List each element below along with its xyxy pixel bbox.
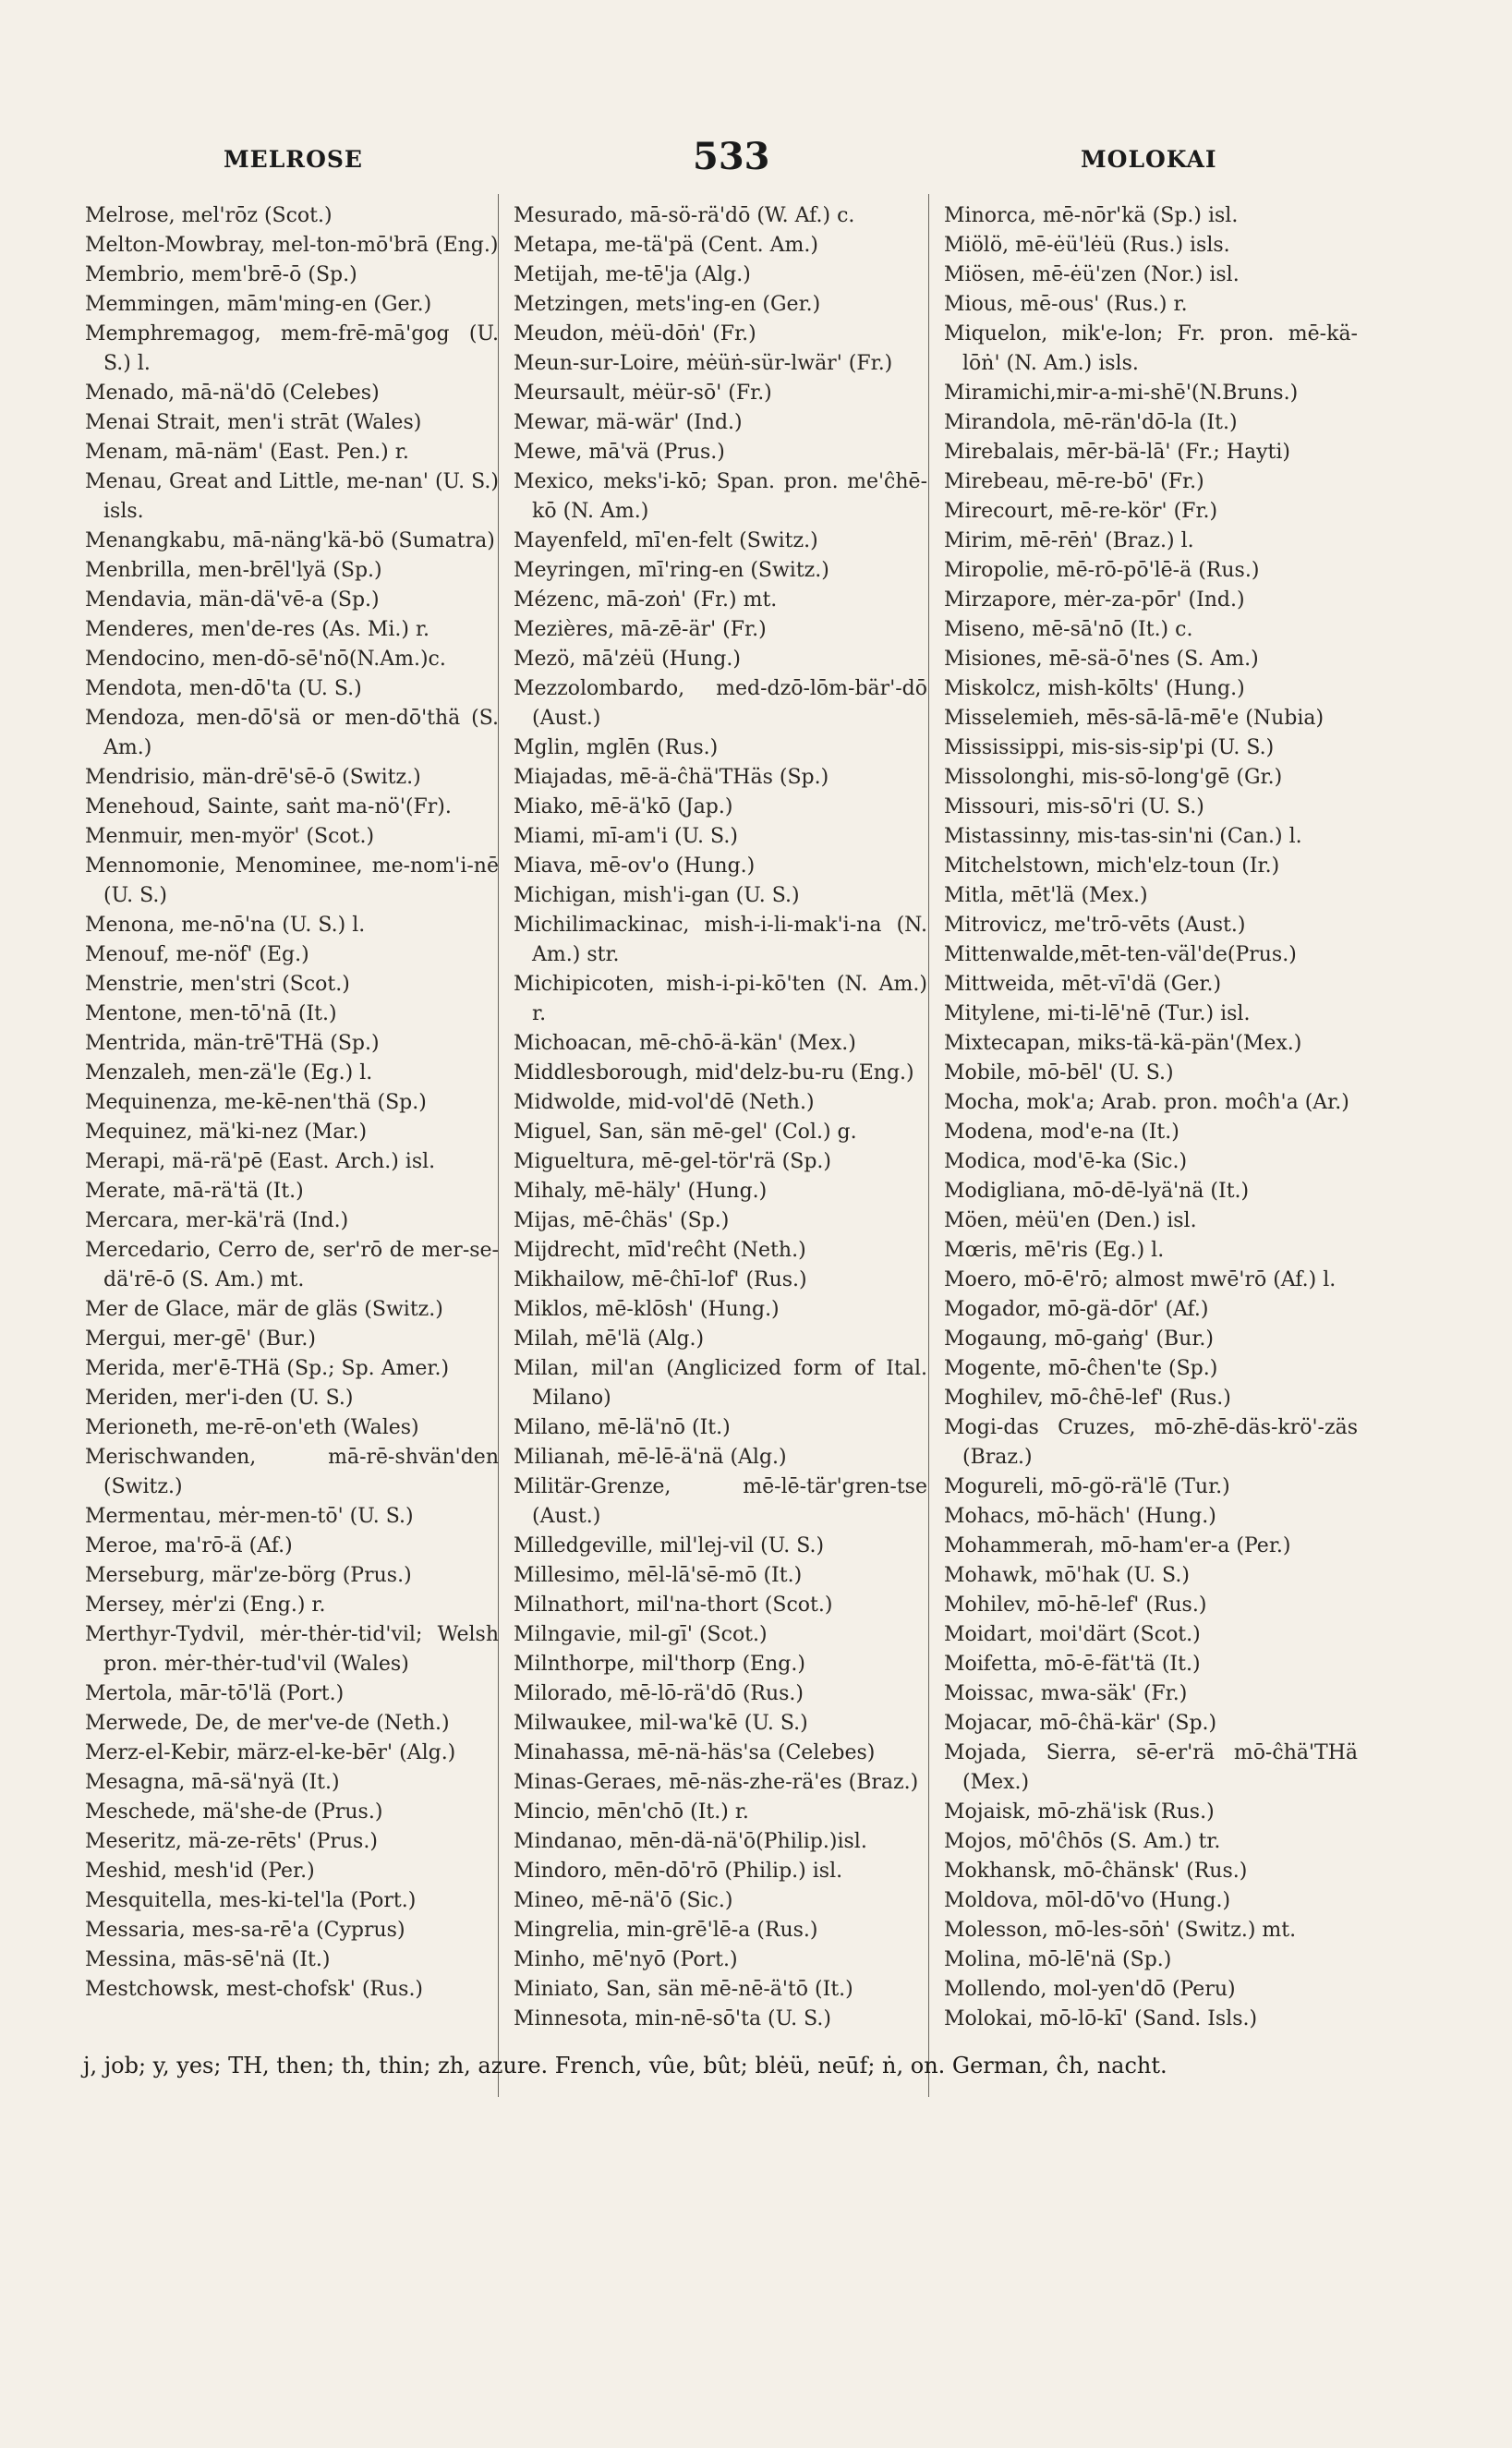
gazetteer-entry: Mincio, mēn'chō (It.) r. [514, 1800, 749, 1824]
gazetteer-entry: Mious, mē-ous' (Rus.) r. [944, 293, 1188, 316]
gazetteer-entry: Modigliana, mō-dē-lyä'nä (It.) [944, 1180, 1250, 1203]
gazetteer-entry: Merthyr-Tydvil, mėr-thėr-tid'vil; Welsh pron. mėr-thėr-tud'vil (Wales) [85, 1623, 499, 1676]
gazetteer-entry: Menangkabu, mā-näng'kä-bö (Sumatra) [85, 529, 495, 552]
gazetteer-entry: Mezzolombardo, med-dzō-lōm-bär'-dō (Aust.) [514, 677, 927, 730]
gazetteer-entry: Moifetta, mō-ē-fät'tä (It.) [944, 1653, 1201, 1676]
gazetteer-entry: Menona, me-nō'na (U. S.) l. [85, 914, 366, 937]
gazetteer-entry: Modica, mod'ē-ka (Sic.) [944, 1150, 1188, 1173]
gazetteer-entry: Mewar, mä-wär' (Ind.) [514, 411, 743, 434]
gazetteer-entry: Merate, mā-rä'tä (It.) [85, 1180, 304, 1203]
gazetteer-entry: Moidart, moi'därt (Scot.) [944, 1623, 1201, 1646]
gazetteer-entry: Mikhailow, mē-ĉhī-lof' (Rus.) [514, 1268, 807, 1291]
gazetteer-entry: Mittenwalde,mēt-ten-väl'de(Prus.) [944, 943, 1297, 966]
gazetteer-entry: Minas-Geraes, mē-näs-zhe-rä'es (Braz.) [514, 1771, 919, 1794]
gazetteer-entry: Milngavie, mil-gī' (Scot.) [514, 1623, 768, 1646]
gazetteer-entry: Mendocino, men-dō-sē'nō(N.Am.)c. [85, 648, 446, 671]
gazetteer-entry: Mississippi, mis-sis-sip'pi (U. S.) [944, 736, 1275, 759]
gazetteer-entry: Mezö, mā'zėü (Hung.) [514, 648, 741, 671]
gazetteer-entry: Miskolcz, mish-kōlts' (Hung.) [944, 677, 1245, 700]
gazetteer-entry: Milledgeville, mil'lej-vil (U. S.) [514, 1534, 825, 1557]
gazetteer-entry: Menbrilla, men-brēl'lyä (Sp.) [85, 559, 382, 582]
gazetteer-entry: Mestchowsk, mest-chofsk' (Rus.) [85, 1978, 424, 2001]
gazetteer-entry: Mogureli, mō-gö-rä'lē (Tur.) [944, 1475, 1230, 1498]
gazetteer-entry: Mirzapore, mėr-za-pōr' (Ind.) [944, 588, 1245, 612]
gazetteer-entry: Mijas, mē-ĉhäs' (Sp.) [514, 1209, 730, 1232]
gazetteer-entry: Möen, mėü'en (Den.) isl. [944, 1209, 1197, 1232]
gazetteer-entry: Miquelon, mik'e-lon; Fr. pron. mē-kä-lōṅ' (N. Am.) isls. [944, 322, 1358, 375]
gazetteer-entry: Miami, mī-am'i (U. S.) [514, 825, 738, 848]
gazetteer-entry: Mglin, mglēn (Rus.) [514, 736, 719, 759]
gazetteer-entry: Meroe, ma'rō-ä (Af.) [85, 1534, 293, 1557]
gazetteer-entry: Mezières, mā-zē-är' (Fr.) [514, 618, 767, 641]
gazetteer-entry: Michilimackinac, mish-i-li-mak'i-na (N. Am.) str. [514, 914, 927, 966]
gazetteer-entry: Mohammerah, mō-ham'er-a (Per.) [944, 1534, 1291, 1557]
gazetteer-entry: Memphremagog, mem-frē-mā'gog (U. S.) l. [85, 322, 499, 375]
gazetteer-entry: Mocha, mok'a; Arab. pron. moĉh'a (Ar.) [944, 1091, 1349, 1114]
gazetteer-entry: Militär-Grenze, mē-lē-tär'gren-tse (Aust.) [514, 1475, 927, 1528]
gazetteer-entry: Mogaung, mō-gaṅg' (Bur.) [944, 1327, 1215, 1351]
gazetteer-entry: Mercara, mer-kä'rä (Ind.) [85, 1209, 349, 1232]
gazetteer-entry: Menouf, me-nöf' (Eg.) [85, 943, 309, 966]
gazetteer-entry: Moghilev, mō-ĉhē-lef' (Rus.) [944, 1387, 1231, 1410]
gazetteer-column-1 [85, 201, 499, 2005]
gazetteer-entry: Memmingen, mām'ming-en (Ger.) [85, 293, 432, 316]
gazetteer-entry: Michipicoten, mish-i-pi-kō'ten (N. Am.) r. [514, 973, 927, 1025]
gazetteer-entry: Melton-Mowbray, mel-ton-mō'brā (Eng.) [85, 234, 499, 257]
gazetteer-entry: Miropolie, mē-rō-pō'lē-ä (Rus.) [944, 559, 1260, 582]
gazetteer-entry: Mitla, mēt'lä (Mex.) [944, 884, 1148, 907]
gazetteer-entry: Molina, mō-lē'nä (Sp.) [944, 1948, 1172, 1971]
gazetteer-entry: Milianah, mē-lē-ä'nä (Alg.) [514, 1446, 787, 1469]
gazetteer-entry: Migueltura, mē-gel-tör'rä (Sp.) [514, 1150, 831, 1173]
gazetteer-entry: Menehoud, Sainte, saṅt ma-nö'(Fr). [85, 795, 452, 818]
gazetteer-entry: Michoacan, mē-chō-ä-kän' (Mex.) [514, 1032, 856, 1055]
gazetteer-entry: Meschede, mä'she-de (Prus.) [85, 1800, 383, 1824]
gazetteer-entry: Mindoro, mēn-dō'rō (Philip.) isl. [514, 1860, 843, 1883]
gazetteer-entry: Menderes, men'de-res (As. Mi.) r. [85, 618, 430, 641]
gazetteer-entry: Michigan, mish'i-gan (U. S.) [514, 884, 800, 907]
gazetteer-entry: Mendota, men-dō'ta (U. S.) [85, 677, 362, 700]
gazetteer-entry: Mindanao, mēn-dä-nä'ō(Philip.)isl. [514, 1830, 867, 1853]
gazetteer-entry: Mersey, mėr'zi (Eng.) r. [85, 1594, 326, 1617]
gazetteer-entry: Mobile, mō-bēl' (U. S.) [944, 1061, 1174, 1085]
gazetteer-entry: Mollendo, mol-yen'dō (Peru) [944, 1978, 1236, 2001]
gazetteer-entry: Metzingen, mets'ing-en (Ger.) [514, 293, 821, 316]
gazetteer-entry: Mirim, mē-rēṅ' (Braz.) l. [944, 529, 1194, 552]
gazetteer-entry: Mequinenza, me-kē-nen'thä (Sp.) [85, 1091, 427, 1114]
gazetteer-entry: Mojaisk, mō-zhä'isk (Rus.) [944, 1800, 1215, 1824]
gazetteer-entry: Mogente, mō-ĉhen'te (Sp.) [944, 1357, 1218, 1380]
gazetteer-entry: Mendoza, men-dō'sä or men-dō'thä (S. Am.) [85, 707, 499, 759]
gazetteer-entry: Miseno, mē-sā'nō (It.) c. [944, 618, 1193, 641]
gazetteer-entry: Mayenfeld, mī'en-felt (Switz.) [514, 529, 818, 552]
gazetteer-entry: Mojada, Sierra, sē-er'rä mō-ĉhä'THä (Mex.) [944, 1741, 1358, 1794]
gazetteer-entry: Merseburg, mär'ze-börg (Prus.) [85, 1564, 412, 1587]
gazetteer-entry: Miölö, mē-ėü'lėü (Rus.) isls. [944, 234, 1230, 257]
gazetteer-entry: Miava, mē-ov'o (Hung.) [514, 854, 756, 878]
gazetteer-entry: Merischwanden, mā-rē-shvän'den (Switz.) [85, 1446, 499, 1498]
gazetteer-entry: Mentone, men-tō'nā (It.) [85, 1002, 337, 1025]
gazetteer-entry: Milah, mē'lä (Alg.) [514, 1327, 705, 1351]
gazetteer-entry: Menmuir, men-myör' (Scot.) [85, 825, 375, 848]
gazetteer-column-2 [514, 201, 927, 2034]
gazetteer-entry: Mequinez, mä'ki-nez (Mar.) [85, 1121, 368, 1144]
gazetteer-entry: Miniato, San, sän mē-nē-ä'tō (It.) [514, 1978, 853, 2001]
pronunciation-key-footer: j, job; y, yes; TH, then; th, thin; zh, azure. French, vûe, bût; blėü, neūf; ṅ, on. German, ĉh, nacht. [83, 2053, 1167, 2078]
gazetteer-entry: Meshid, mesh'id (Per.) [85, 1860, 315, 1883]
gazetteer-entry: Messaria, mes-sa-rē'a (Cyprus) [85, 1919, 405, 1942]
gazetteer-entry: Mohilev, mō-hē-lef' (Rus.) [944, 1594, 1207, 1617]
gazetteer-entry: Melrose, mel'rōz (Scot.) [85, 204, 333, 227]
gazetteer-entry: Meursault, mėür-sō' (Fr.) [514, 382, 772, 405]
gazetteer-entry: Merz-el-Kebir, märz-el-ke-bēr' (Alg.) [85, 1741, 456, 1764]
gazetteer-entry: Mohawk, mō'hak (U. S.) [944, 1564, 1190, 1587]
gazetteer-entry: Milnathort, mil'na-thort (Scot.) [514, 1594, 833, 1617]
gazetteer-entry: Mitchelstown, mich'elz-toun (Ir.) [944, 854, 1280, 878]
gazetteer-entry: Moissac, mwa-säk' (Fr.) [944, 1682, 1188, 1705]
gazetteer-column-3 [944, 201, 1358, 2034]
gazetteer-entry: Mermentau, mėr-men-tō' (U. S.) [85, 1505, 414, 1528]
gazetteer-entry: Mihaly, mē-häly' (Hung.) [514, 1180, 768, 1203]
gazetteer-entry: Mendrisio, män-drē'sē-ō (Switz.) [85, 766, 421, 789]
gazetteer-entry: Mojos, mō'ĉhōs (S. Am.) tr. [944, 1830, 1221, 1853]
gazetteer-entry: Minahassa, mē-nä-häs'sa (Celebes) [514, 1741, 876, 1764]
gazetteer-entry: Metapa, me-tä'pä (Cent. Am.) [514, 234, 818, 257]
gazetteer-entry: Mokhansk, mō-ĉhänsk' (Rus.) [944, 1860, 1248, 1883]
gazetteer-entry: Mixtecapan, miks-tä-kä-pän'(Mex.) [944, 1032, 1302, 1055]
gazetteer-entry: Molokai, mō-lō-kī' (Sand. Isls.) [944, 2007, 1258, 2030]
gazetteer-entry: Mesquitella, mes-ki-tel'la (Port.) [85, 1889, 417, 1912]
gazetteer-entry: Milano, mē-lä'nō (It.) [514, 1416, 731, 1439]
gazetteer-entry: Meriden, mer'i-den (U. S.) [85, 1387, 354, 1410]
gazetteer-entry: Mitrovicz, me'trō-vēts (Aust.) [944, 914, 1246, 937]
gazetteer-entry: Mennomonie, Menominee, me-nom'i-nē (U. S.) [85, 854, 499, 907]
gazetteer-entry: Milorado, mē-lō-rä'dō (Rus.) [514, 1682, 804, 1705]
gazetteer-entry: Menam, mā-näm' (East. Pen.) r. [85, 441, 409, 464]
gazetteer-entry: Metijah, me-tē'ja (Alg.) [514, 263, 751, 286]
gazetteer-entry: Mendavia, män-dä'vē-a (Sp.) [85, 588, 380, 612]
gazetteer-entry: Mojacar, mō-ĉhä-kär' (Sp.) [944, 1712, 1217, 1735]
gazetteer-entry: Mesagna, mā-sä'nyä (It.) [85, 1771, 340, 1794]
gazetteer-entry: Mogador, mō-gä-dōr' (Af.) [944, 1298, 1209, 1321]
gazetteer-entry: Mertola, mār-tō'lä (Port.) [85, 1682, 345, 1705]
gazetteer-entry: Mistassinny, mis-tas-sin'ni (Can.) l. [944, 825, 1302, 848]
gazetteer-entry: Menzaleh, men-zä'le (Eg.) l. [85, 1061, 373, 1085]
gazetteer-entry: Membrio, mem'brē-ō (Sp.) [85, 263, 357, 286]
gazetteer-entry: Mercedario, Cerro de, ser'rō de mer-se-dä'rē-ō (S. Am.) mt. [85, 1239, 499, 1291]
gazetteer-entry: Menstrie, men'stri (Scot.) [85, 973, 350, 996]
gazetteer-entry: Merioneth, me-rē-on'eth (Wales) [85, 1416, 419, 1439]
gazetteer-entry: Miajadas, mē-ä-ĉhä'THäs (Sp.) [514, 766, 829, 789]
gazetteer-entry: Mijdrecht, mīd'reĉht (Neth.) [514, 1239, 806, 1262]
gazetteer-entry: Misiones, mē-sä-ō'nes (S. Am.) [944, 648, 1259, 671]
gazetteer-entry: Mineo, mē-nä'ō (Sic.) [514, 1889, 733, 1912]
gazetteer-entry: Meun-sur-Loire, mėüṅ-sür-lwär' (Fr.) [514, 352, 893, 375]
gazetteer-entry: Molesson, mō-les-sōṅ' (Switz.) mt. [944, 1919, 1297, 1942]
gazetteer-entry: Menado, mā-nä'dō (Celebes) [85, 382, 380, 405]
page-number: 533 [693, 135, 770, 178]
gazetteer-entry: Miramichi,mir-a-mi-shē'(N.Bruns.) [944, 382, 1299, 405]
gazetteer-entry: Meyringen, mī'ring-en (Switz.) [514, 559, 829, 582]
gazetteer-entry: Messina, mās-sē'nä (It.) [85, 1948, 331, 1971]
header-last-entry: MOLOKAI [1081, 146, 1217, 173]
gazetteer-entry: Mézenc, mā-zoṅ' (Fr.) mt. [514, 588, 778, 612]
gazetteer-entry: Milan, mil'an (Anglicized form of Ital. Milano) [514, 1357, 927, 1410]
gazetteer-entry: Moldova, mōl-dō'vo (Hung.) [944, 1889, 1231, 1912]
gazetteer-entry: Missouri, mis-sō'ri (U. S.) [944, 795, 1204, 818]
gazetteer-entry: Menai Strait, men'i strāt (Wales) [85, 411, 422, 434]
gazetteer-entry: Mer de Glace, mär de gläs (Switz.) [85, 1298, 443, 1321]
gazetteer-entry: Mittweida, mēt-vī'dä (Ger.) [944, 973, 1222, 996]
header-first-entry: MELROSE [224, 146, 363, 173]
gazetteer-entry: Miösen, mē-ėü'zen (Nor.) isl. [944, 263, 1240, 286]
gazetteer-entry: Modena, mod'e-na (It.) [944, 1121, 1179, 1144]
gazetteer-entry: Mirandola, mē-rän'dō-la (It.) [944, 411, 1238, 434]
gazetteer-entry: Merwede, De, de mer've-de (Neth.) [85, 1712, 450, 1735]
gazetteer-entry: Middlesborough, mid'delz-bu-ru (Eng.) [514, 1061, 914, 1085]
gazetteer-entry: Mexico, meks'i-kō; Span. pron. me'ĉhē-kō (N. Am.) [514, 470, 927, 523]
gazetteer-entry: Minho, mē'nyō (Port.) [514, 1948, 738, 1971]
gazetteer-entry: Mentrida, män-trē'THä (Sp.) [85, 1032, 380, 1055]
column-divider [928, 194, 929, 2097]
gazetteer-entry: Mitylene, mi-ti-lē'nē (Tur.) isl. [944, 1002, 1251, 1025]
gazetteer-entry: Milnthorpe, mil'thorp (Eng.) [514, 1653, 805, 1676]
gazetteer-entry: Milwaukee, mil-wa'kē (U. S.) [514, 1712, 808, 1735]
gazetteer-entry: Mœris, mē'ris (Eg.) l. [944, 1239, 1165, 1262]
gazetteer-entry: Minnesota, min-nē-sō'ta (U. S.) [514, 2007, 832, 2030]
gazetteer-entry: Merida, mer'ē-THä (Sp.; Sp. Amer.) [85, 1357, 450, 1380]
gazetteer-entry: Moero, mō-ē'rō; almost mwē'rō (Af.) l. [944, 1268, 1337, 1291]
gazetteer-entry: Midwolde, mid-vol'dē (Neth.) [514, 1091, 815, 1114]
page-header [83, 135, 1432, 196]
gazetteer-entry: Meudon, mėü-dōṅ' (Fr.) [514, 322, 756, 345]
gazetteer-entry: Missolonghi, mis-sō-long'gē (Gr.) [944, 766, 1283, 789]
gazetteer-entry: Minorca, mē-nōr'kä (Sp.) isl. [944, 204, 1239, 227]
gazetteer-entry: Mingrelia, min-grē'lē-a (Rus.) [514, 1919, 818, 1942]
gazetteer-entry: Mirecourt, mē-re-kör' (Fr.) [944, 500, 1218, 523]
gazetteer-entry: Mergui, mer-gē' (Bur.) [85, 1327, 316, 1351]
gazetteer-entry: Miklos, mē-klōsh' (Hung.) [514, 1298, 780, 1321]
gazetteer-entry: Misselemieh, mēs-sā-lā-mē'e (Nubia) [944, 707, 1325, 730]
gazetteer-entry: Mohacs, mō-häch' (Hung.) [944, 1505, 1216, 1528]
gazetteer-entry: Mewe, mā'vä (Prus.) [514, 441, 725, 464]
gazetteer-entry: Menau, Great and Little, me-nan' (U. S.) isls. [85, 470, 499, 523]
gazetteer-entry: Mesurado, mā-sö-rä'dō (W. Af.) c. [514, 204, 855, 227]
gazetteer-entry: Miako, mē-ä'kō (Jap.) [514, 795, 733, 818]
gazetteer-entry: Merapi, mä-rä'pē (East. Arch.) isl. [85, 1150, 436, 1173]
gazetteer-entry: Miguel, San, sän mē-gel' (Col.) g. [514, 1121, 857, 1144]
gazetteer-entry: Mogi-das Cruzes, mō-zhē-däs-krö'-zäs (Braz.) [944, 1416, 1358, 1469]
gazetteer-entry: Mirebeau, mē-re-bō' (Fr.) [944, 470, 1204, 493]
gazetteer-entry: Millesimo, mēl-lā'sē-mō (It.) [514, 1564, 803, 1587]
gazetteer-entry: Mirebalais, mēr-bä-lā' (Fr.; Hayti) [944, 441, 1290, 464]
gazetteer-entry: Meseritz, mä-ze-rēts' (Prus.) [85, 1830, 378, 1853]
